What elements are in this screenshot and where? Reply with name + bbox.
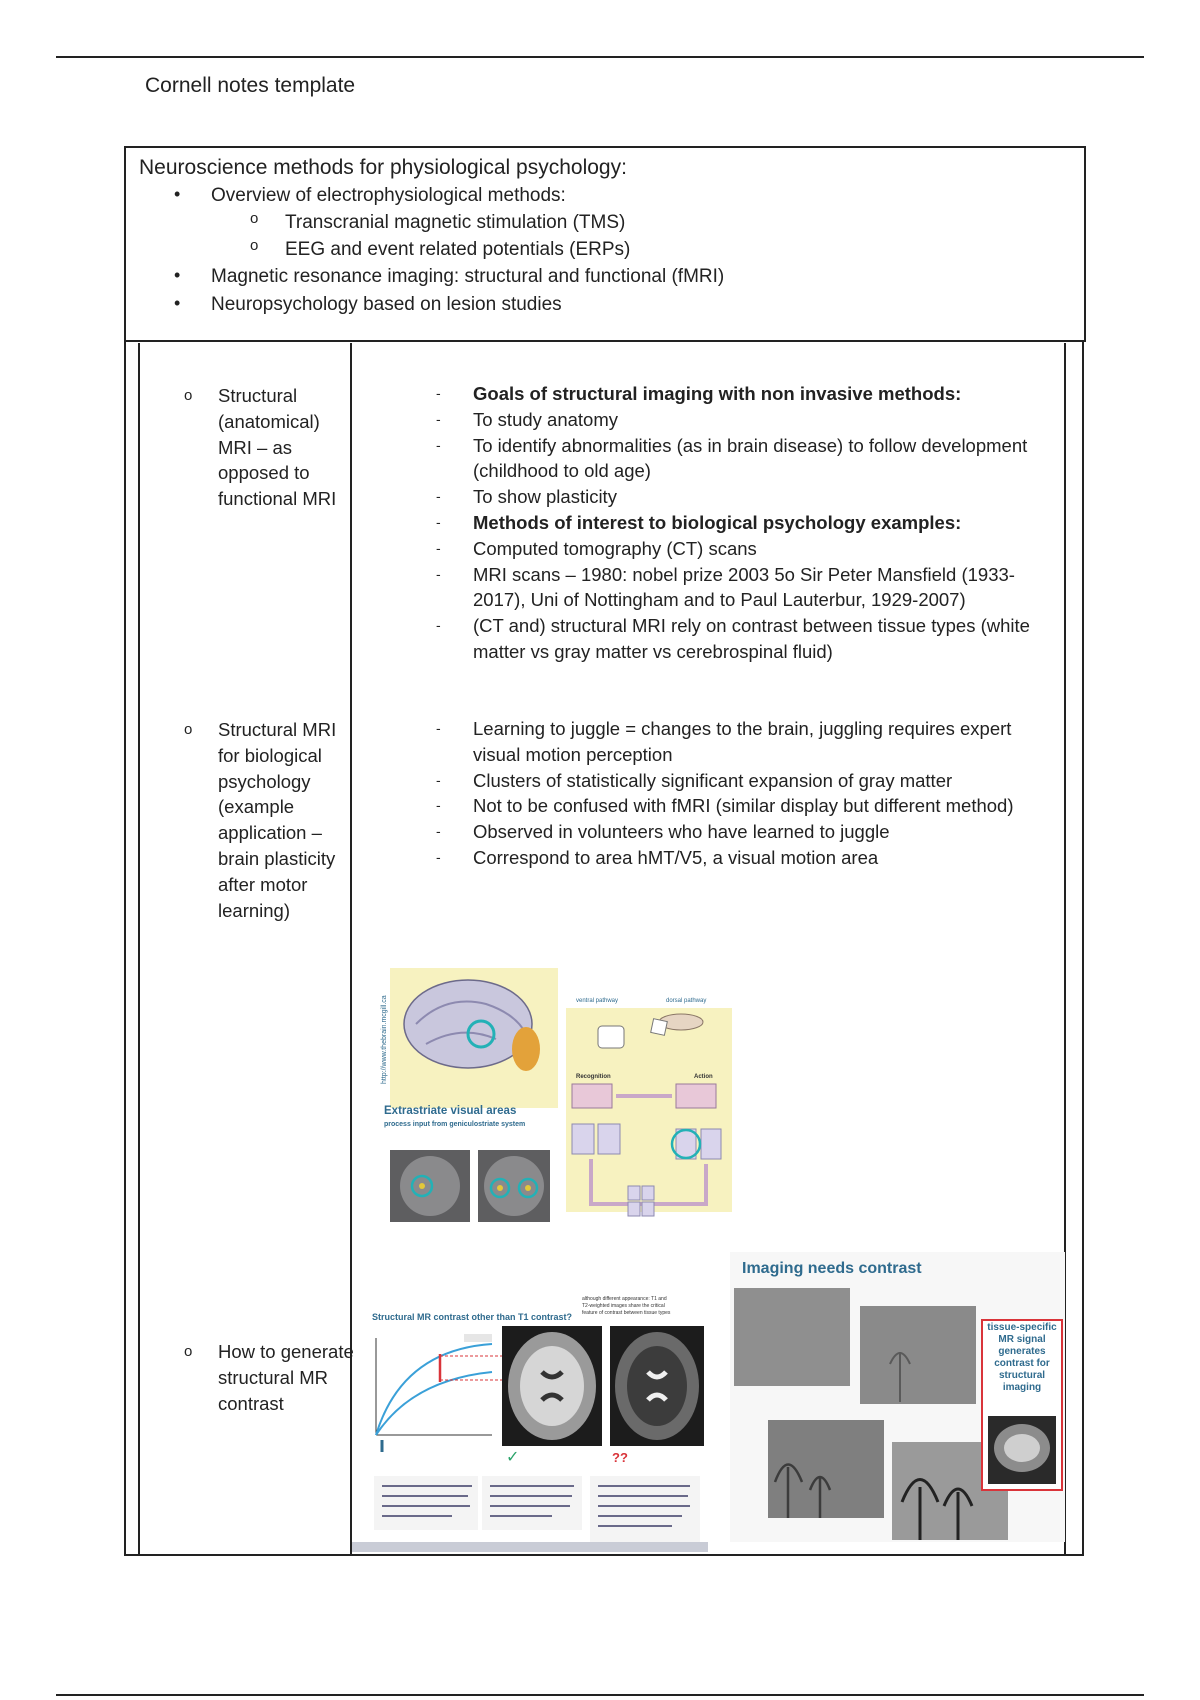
extrastriate-figure [376,964,738,1234]
note-item: - Learning to juggle = changes to the brain, juggling requires expert visual motion perception [436,718,1012,765]
dash-bullet-icon: - [436,488,441,505]
fog-trees-illustration [730,1252,1065,1542]
dash-bullet-icon: - [436,513,441,530]
note-item: - Clusters of statistically significant expansion of gray matter [436,768,1056,794]
note-item: - To study anatomy [436,407,1056,433]
recovery-curve-1 [376,1344,492,1435]
mr-contrast-figure [352,1290,708,1552]
dash-bullet-icon: - [436,823,441,840]
svg-text:T2-weighted images share the c: T2-weighted images share the critical [582,1303,665,1309]
circle-bullet-icon: o [184,1343,193,1360]
dash-bullet-icon: - [436,410,441,427]
bottom-rule [56,1694,1144,1696]
occipital-highlight [512,1027,540,1071]
dash-bullet-icon: - [436,385,441,401]
topic-subbullet: EEG and event related potentials (ERPs) [285,239,631,260]
dash-bullet-icon: - [436,797,441,814]
topic-bullet: Magnetic resonance imaging: structural and functional (fMRI) [211,266,725,287]
figure2-footer-bar [352,1542,708,1552]
notes-section-structural-mri [436,381,1056,665]
topic-bullet: Neuropsychology based on lesion studies [211,294,562,315]
figure3-title: Imaging needs contrast [742,1260,922,1277]
svg-text:ventral pathway: ventral pathway [576,998,619,1004]
cue-text: Structural (anatomical) MRI – as opposed to functional MRI [218,385,337,510]
figure1-caption-sub: process input from geniculostriate system [384,1121,526,1128]
note-item: - Correspond to area hMT/V5, a visual motion area [436,845,1056,871]
cue-text: Structural MRI for biological psychology (example application – brain plasticity after motor learning) [218,719,337,921]
imaging-contrast-figure [730,1252,1065,1542]
figure2-note: although different appearance: T1 and [582,1296,667,1302]
note-item: - Goals of structural imaging with non invasive methods: [436,381,1056,407]
figure1-caption-title: Extrastriate visual areas [384,1105,517,1117]
check-icon: ✓ [506,1449,520,1466]
note-item: - Not to be confused with fMRI (similar display but different method) [436,793,1056,819]
mr-contrast-illustration [352,1290,708,1552]
bullet-icon: • [174,293,181,313]
svg-text:Action: Action [694,1074,713,1080]
circle-bullet-icon: o [184,387,193,404]
notes-section-plasticity [436,716,1056,871]
dash-bullet-icon: - [436,539,441,556]
topic-header-box [124,146,1086,342]
bullet-icon: • [174,265,181,285]
dash-bullet-icon: - [436,436,441,453]
svg-text:Recognition: Recognition [576,1074,611,1080]
left-margin-line [138,343,140,1554]
circle-bullet-icon: o [250,210,259,227]
dash-bullet-icon: - [436,771,441,788]
svg-text:http://www.thebrain.mcgill.ca: http://www.thebrain.mcgill.ca [381,995,388,1084]
circle-bullet-icon: o [250,237,259,254]
svg-text:dorsal pathway: dorsal pathway [666,998,707,1004]
svg-text:feature of contrast between ti: feature of contrast between tissue types [582,1310,671,1316]
note-item: - To identify abnormalities (as in brain disease) to follow development (childhood to old age) [436,434,1028,482]
document-title: Cornell notes template [145,74,356,97]
recovery-curve-2 [376,1372,492,1435]
topic-subbullet: Transcranial magnetic stimulation (TMS) [285,212,626,233]
cup-icon [598,1026,624,1048]
bullet-icon: • [174,184,181,204]
figure2-title: Structural MR contrast other than T1 contrast? [372,1312,573,1322]
dash-bullet-icon: - [436,848,441,865]
circle-bullet-icon: o [184,721,193,738]
question-icon: ?? [612,1450,628,1465]
cue-text: How to generate structural MR contrast [218,1341,354,1414]
dice-icon [651,1019,668,1036]
dash-bullet-icon: - [436,720,441,736]
note-item: - Observed in volunteers who have learned to juggle [436,819,1056,845]
note-item: - Computed tomography (CT) scans [436,536,1056,562]
top-rule [56,56,1144,58]
fog-photo-3 [768,1420,884,1518]
dash-bullet-icon: - [436,565,441,582]
fog-photo-1 [734,1288,850,1386]
topic-bullet: Overview of electrophysiological methods: [211,185,566,206]
note-item: - To show plasticity [436,484,1056,510]
fog-photo-2 [860,1306,976,1404]
topic-title: Neuroscience methods for physiological psychology: [139,156,627,179]
note-item: - MRI scans – 1980: nobel prize 2003 5o Sir Peter Mansfield (1933-2017), Uni of Nottingham and to Paul Lauterbur, 1929-2007) [436,563,1015,611]
note-item: - Methods of interest to biological psychology examples: [436,510,1056,536]
callout-text: tissue-specific MR signal generates contrast for structural imaging [987,1322,1057,1393]
extrastriate-illustration [376,964,738,1234]
note-item: - (CT and) structural MRI rely on contrast between tissue types (white matter vs gray matter vs cerebrospinal fluid) [436,615,1030,662]
dash-bullet-icon: - [436,617,441,634]
